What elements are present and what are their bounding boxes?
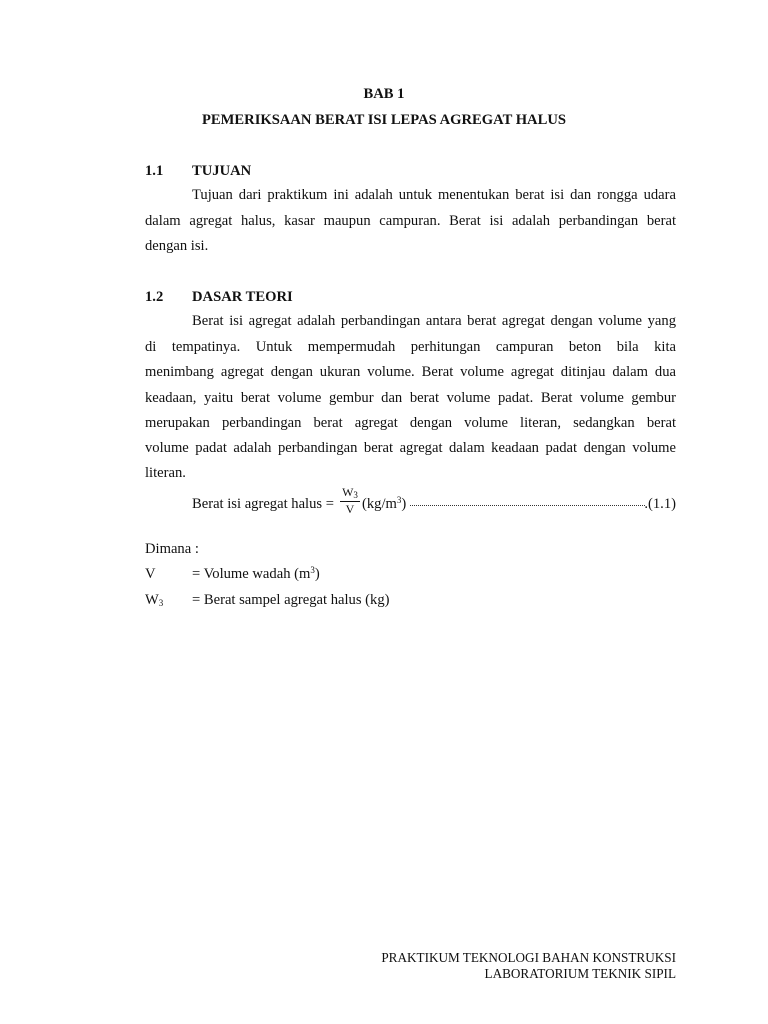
chapter-label: BAB 1 xyxy=(363,86,405,102)
paragraph-line: di tempatinya. Untuk mempermudah perhitungan campuran beton bila kita xyxy=(145,339,676,355)
footer-course: PRAKTIKUM TEKNOLOGI BAHAN KONSTRUKSI xyxy=(381,950,676,965)
paragraph-line: dengan isi. xyxy=(145,238,209,254)
paragraph-line: dalam agregat halus, kasar maupun campuran. Berat isi adalah perbandingan berat xyxy=(145,213,676,229)
definition-text-w3: = Berat sampel agregat halus (kg) xyxy=(192,592,390,608)
paragraph-line: volume padat adalah perbandingan berat agregat dalam keadaan padat dengan volume xyxy=(145,440,676,456)
fraction-numerator: $W_3$ xyxy=(342,485,358,500)
formula-number: .(1.1) xyxy=(644,496,676,512)
paragraph-line: menimbang agregat dengan ukuran volume. Berat volume agregat ditinjau dalam dua xyxy=(145,364,676,380)
section-number-1-1: 1.1 xyxy=(145,163,164,179)
definitions-intro: Dimana : xyxy=(145,541,199,557)
definition-symbol-v: V xyxy=(145,566,156,582)
paragraph-line: literan. xyxy=(145,465,186,481)
section-number-1-2: 1.2 xyxy=(145,289,164,305)
definition-symbol-w3: $W_3$ xyxy=(145,592,164,608)
footer-lab: LABORATORIUM TEKNIK SIPIL xyxy=(484,966,676,981)
paragraph-line: Tujuan dari praktikum ini adalah untuk menentukan berat isi dan rongga udara xyxy=(192,187,676,203)
paragraph-line: Berat isi agregat adalah perbandingan antara berat agregat dengan volume yang xyxy=(192,313,676,329)
section-heading-tujuan: TUJUAN xyxy=(192,163,252,179)
chapter-title: PEMERIKSAAN BERAT ISI LEPAS AGREGAT HALUS xyxy=(202,112,566,128)
formula-leader-dots xyxy=(410,504,645,506)
fraction-denominator: V xyxy=(345,502,355,516)
definition-text-v: = Volume wadah $(m^3)$ xyxy=(192,565,320,582)
formula-lhs: Berat isi agregat halus = xyxy=(192,496,334,512)
paragraph-line: merupakan perbandingan berat agregat dengan volume literan, sedangkan berat xyxy=(145,415,676,431)
section-heading-dasar-teori: DASAR TEORI xyxy=(192,289,293,305)
formula-unit: $(kg/m^3)$ xyxy=(362,495,407,512)
paragraph-line: keadaan, yaitu berat volume gembur dan berat volume padat. Berat volume gembur xyxy=(145,390,676,406)
